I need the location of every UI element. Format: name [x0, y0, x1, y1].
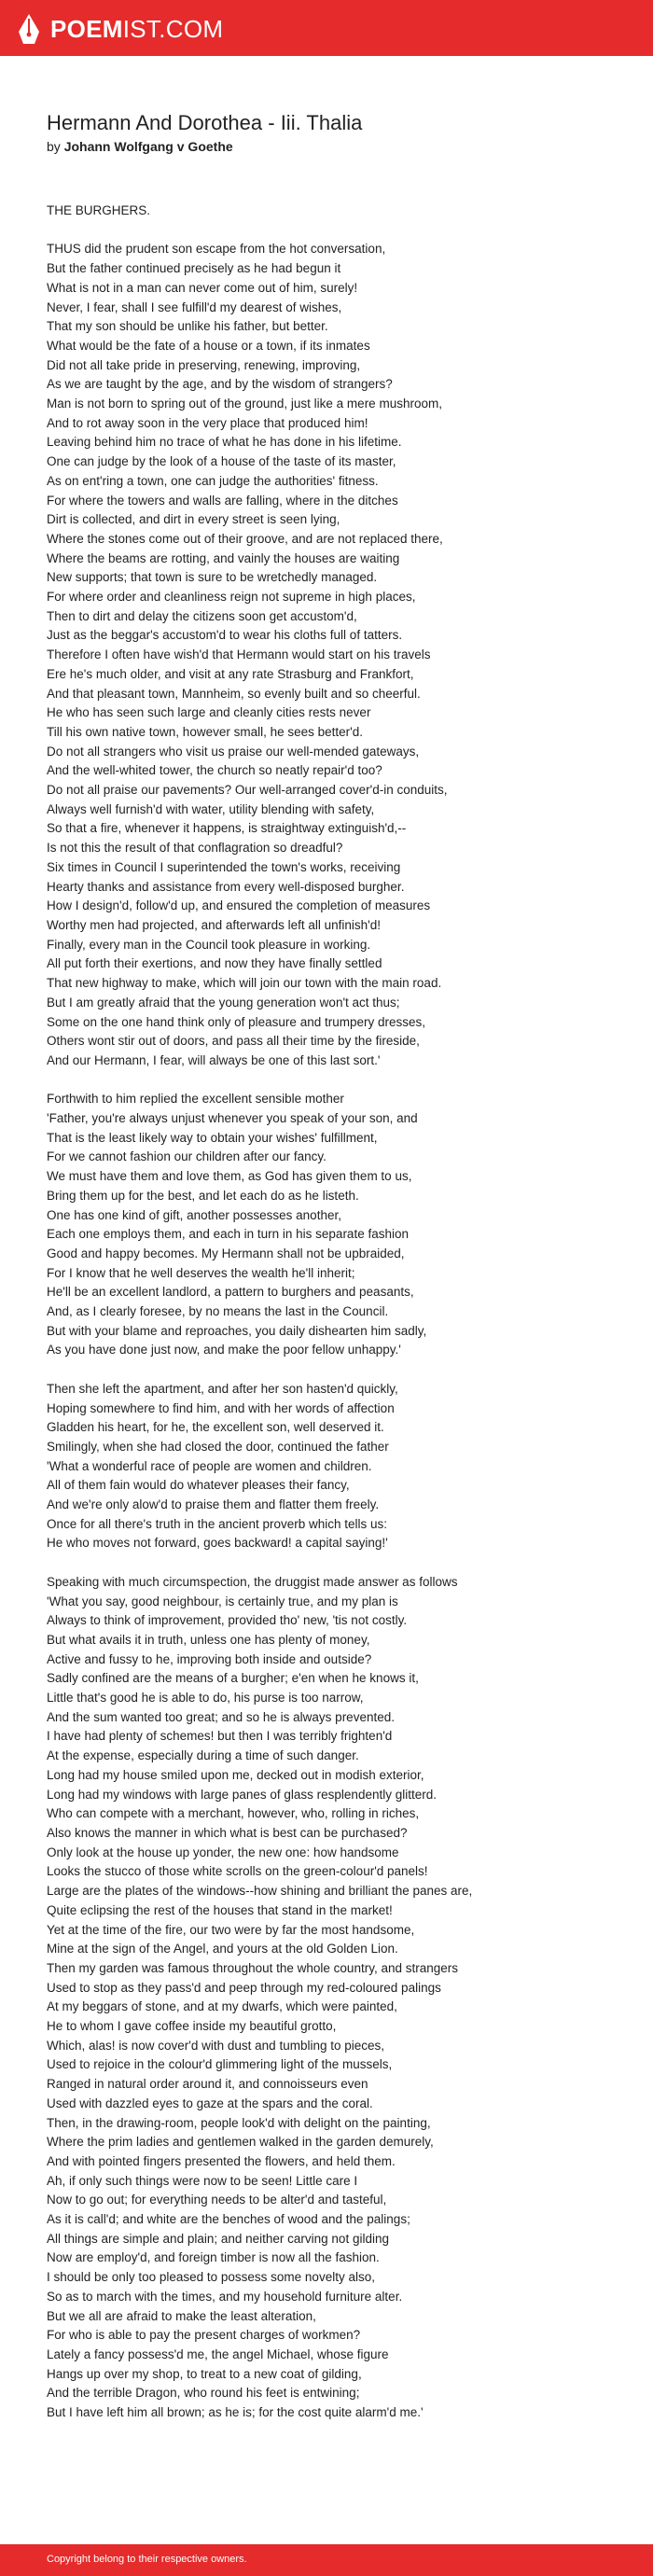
poem-line: He to whom I gave coffee inside my beautiful grotto,: [47, 2019, 337, 2034]
poem-line: Do not all praise our pavements? Our well-arranged cover'd-in conduits,: [47, 783, 448, 798]
poem-line: Ah, if only such things were now to be seen! Little care I: [47, 2173, 358, 2188]
poem-line: Did not all take pride in preserving, renewing, improving,: [47, 357, 361, 372]
poem-line: Is not this the result of that conflagration so dreadful?: [47, 841, 343, 856]
poem-line: THE BURGHERS.: [47, 203, 151, 217]
poem-line: He who has seen such large and cleanly cities rests never: [47, 705, 371, 720]
poem-line: New supports; that town is sure to be wretchedly managed.: [47, 570, 378, 585]
poem-line: Which, alas! is now cover'd with dust and tumbling to pieces,: [47, 2038, 385, 2053]
poem-author[interactable]: Johann Wolfgang v Goethe: [63, 139, 233, 154]
poem-line: So as to march with the times, and my household furniture alter.: [47, 2289, 403, 2304]
poem-line: Yet at the time of the fire, our two were by far the most handsome,: [47, 1922, 415, 1937]
poem-line: Hearty thanks and assistance from every well-disposed burgher.: [47, 879, 405, 894]
poem-line: Gladden his heart, for he, the excellent son, well deserved it.: [47, 1420, 384, 1435]
poem-line: THUS did the prudent son escape from the hot conversation,: [47, 242, 386, 257]
poem-line: And with pointed fingers presented the flowers, and held them.: [47, 2153, 396, 2168]
poem-line: That my son should be unlike his father, but better.: [47, 319, 328, 334]
poem-line: Always to think of improvement, provided tho' new, 'tis not costly.: [47, 1613, 408, 1628]
poem-line: And that pleasant town, Mannheim, so evenly built and so cheerful.: [47, 686, 421, 701]
poem-line: That new highway to make, which will join our town with the main road.: [47, 976, 442, 991]
poem-line: Active and fussy to he, improving both inside and outside?: [47, 1651, 372, 1666]
site-logo[interactable]: [17, 13, 223, 45]
poem-line: For who is able to pay the present charges of workmen?: [47, 2328, 361, 2343]
poem-line: Used to stop as they pass'd and peep through my red-coloured palings: [47, 1980, 441, 1995]
poem-line: Just as the beggar's accustom'd to wear his cloths full of tatters.: [47, 628, 403, 643]
poem-line: Do not all strangers who visit us praise our well-mended gateways,: [47, 744, 420, 759]
poem-line: Now are employ'd, and foreign timber is now all the fashion.: [47, 2250, 380, 2265]
poem-line: I have had plenty of schemes! but then I was terribly frighten'd: [47, 1729, 393, 1744]
poem-line: Mine at the sign of the Angel, and yours at the old Golden Lion.: [47, 1942, 398, 1956]
poem-line: What would be the fate of a house or a town, if its inmates: [47, 338, 370, 353]
poem-line: I should be only too pleased to possess some novelty also,: [47, 2270, 375, 2285]
poem-line: And the terrible Dragon, who round his feet is entwining;: [47, 2386, 360, 2401]
poem-line: As we are taught by the age, and by the wisdom of strangers?: [47, 377, 393, 392]
poem-line: Long had my windows with large panes of glass resplendently glitterd.: [47, 1787, 437, 1802]
poem-line: And to rot away soon in the very place that produced him!: [47, 415, 368, 430]
poem-line: Now to go out; for everything needs to be alter'd and tasteful,: [47, 2193, 387, 2207]
pen-nib-icon: [17, 13, 41, 45]
poem-line: Where the prim ladies and gentlemen walked in the garden demurely,: [47, 2135, 434, 2150]
poem-line: But we all are afraid to make the least alteration,: [47, 2308, 316, 2323]
poem-line: Used to rejoice in the colour'd glimmering light of the mussels,: [47, 2057, 393, 2072]
poem-line: Then to dirt and delay the citizens soon get accustom'd,: [47, 608, 357, 623]
poem-line: One can judge by the look of a house of the taste of its master,: [47, 454, 396, 469]
poem-line: Others wont stir out of doors, and pass all their time by the fireside,: [47, 1034, 420, 1049]
poem-line: And the sum wanted too great; and so he is always prevented.: [47, 1709, 395, 1724]
poem-line: Only look at the house up yonder, the new one: how handsome: [47, 1845, 399, 1859]
poem-line: And the well-whited tower, the church so neatly repair'd too?: [47, 763, 382, 778]
poem-stanza: [47, 240, 625, 1070]
poem-line: Hangs up over my shop, to treat to a new coat of gilding,: [47, 2366, 362, 2381]
poem-line: He'll be an excellent landlord, a pattern to burghers and peasants,: [47, 1285, 414, 1300]
poem-line: 'What a wonderful race of people are women and children.: [47, 1458, 372, 1473]
poem-line: Then my garden was famous throughout the whole country, and strangers: [47, 1960, 458, 1975]
poem-line: And we're only alow'd to praise them and flatter them freely.: [47, 1497, 380, 1512]
poem-line: But I am greatly afraid that the young generation won't act thus;: [47, 995, 400, 1010]
poem-line: Finally, every man in the Council took pleasure in working.: [47, 937, 371, 952]
poem-stanza: [47, 202, 625, 221]
poem-line: Then she left the apartment, and after her son hasten'd quickly,: [47, 1381, 398, 1396]
poem-line: Lately a fancy possess'd me, the angel Michael, whose figure: [47, 2346, 389, 2361]
poem-line: Long had my house smiled upon me, decked out in modish exterior,: [47, 1767, 424, 1782]
poem-line: For we cannot fashion our children after our fancy.: [47, 1149, 326, 1164]
poem-line: So that a fire, whenever it happens, is straightway extinguish'd,--: [47, 821, 407, 836]
poem-line: Where the beams are rotting, and vainly the houses are waiting: [47, 550, 400, 565]
poem-line: Some on the one hand think only of pleasure and trumpery dresses,: [47, 1014, 425, 1029]
poem-line: Never, I fear, shall I see fulfill'd my dearest of wishes,: [47, 299, 342, 314]
poem-byline: [47, 138, 625, 155]
poem-line: That is the least likely way to obtain your wishes' fulfillment,: [47, 1130, 378, 1145]
site-header: [0, 0, 653, 56]
poem-line: Where the stones come out of their groove, and are not replaced there,: [47, 531, 443, 546]
poem-line: Till his own native town, however small, he sees better'd.: [47, 724, 363, 739]
poem-line: Sadly confined are the means of a burgher; e'en when he knows it,: [47, 1671, 419, 1686]
poem-line: Ranged in natural order around it, and connoisseurs even: [47, 2077, 368, 2092]
poem-body: [47, 202, 625, 2423]
poem-line: Dirt is collected, and dirt in every street is seen lying,: [47, 512, 340, 527]
poem-line: Ere he's much older, and visit at any rate Strasburg and Frankfort,: [47, 666, 414, 681]
poem-line: How I design'd, follow'd up, and ensured the completion of measures: [47, 898, 431, 913]
poem-line: For where the towers and walls are falling, where in the ditches: [47, 493, 398, 508]
site-footer: [0, 2544, 653, 2576]
poem-line: But the father continued precisely as he had begun it: [47, 261, 341, 276]
poem-line: As on ent'ring a town, one can judge the authorities' fitness.: [47, 473, 379, 488]
logo-text: POEMIST.COM: [50, 15, 224, 43]
poem-line: Good and happy becomes. My Hermann shall not be upbraided,: [47, 1246, 405, 1260]
poem-line: And, as I clearly foresee, by no means the last in the Council.: [47, 1304, 389, 1319]
poem-line: Smilingly, when she had closed the door, continued the father: [47, 1439, 389, 1454]
poem-line: But with your blame and reproaches, you daily dishearten him sadly,: [47, 1323, 427, 1338]
poem-line: But I have left him all brown; as he is; for the cost quite alarm'd me.': [47, 2405, 424, 2420]
poem-content: [47, 110, 625, 2442]
poem-line: Therefore I often have wish'd that Hermann would start on his travels: [47, 647, 431, 662]
poem-line: 'Father, you're always unjust whenever you speak of your son, and: [47, 1111, 418, 1126]
poem-line: Little that's good he is able to do, his purse is too narrow,: [47, 1691, 364, 1706]
poem-line: Also knows the manner in which what is best can be purchased?: [47, 1826, 408, 1840]
poem-stanza: [47, 1380, 625, 1553]
poem-line: All put forth their exertions, and now they have finally settled: [47, 956, 382, 971]
poem-title: Hermann And Dorothea - Iii. Thalia: [47, 111, 363, 134]
poem-line: Worthy men had projected, and afterwards left all unfinish'd!: [47, 918, 382, 932]
poem-line: One has one kind of gift, another possesses another,: [47, 1207, 341, 1222]
poem-line: Who can compete with a merchant, however, who, rolling in riches,: [47, 1806, 420, 1821]
poem-line: Leaving behind him no trace of what he has done in his lifetime.: [47, 435, 402, 450]
poem-line: For where order and cleanliness reign not supreme in high places,: [47, 590, 416, 605]
poem-line: All of them fain would do whatever pleases their fancy,: [47, 1478, 350, 1493]
poem-line: At the expense, especially during a time of such danger.: [47, 1748, 359, 1763]
poem-line: For I know that he well deserves the wealth he'll inherit;: [47, 1265, 355, 1280]
poem-line: All things are simple and plain; and neither carving not gilding: [47, 2231, 389, 2246]
poem-line: Always well furnish'd with water, utility blending with safety,: [47, 801, 375, 816]
byline-prefix: by: [47, 139, 64, 154]
poem-line: Looks the stucco of those white scrolls on the green-colour'd panels!: [47, 1864, 428, 1879]
poem-line: Bring them up for the best, and let each do as he listeth.: [47, 1188, 359, 1203]
poem-line: Hoping somewhere to find him, and with her words of affection: [47, 1400, 395, 1415]
poem-line: Quite eclipsing the rest of the houses that stand in the market!: [47, 1902, 393, 1917]
copyright-notice: Copyright belong to their respective owners.: [47, 2554, 247, 2565]
poem-line: Then, in the drawing-room, people look'd with delight on the painting,: [47, 2115, 431, 2130]
poem-line: Large are the plates of the windows--how shining and brilliant the panes are,: [47, 1884, 473, 1899]
poem-line: Each one employs them, and each in turn in his separate fashion: [47, 1227, 409, 1242]
poem-line: What is not in a man can never come out of him, surely!: [47, 280, 358, 295]
poem-line: Once for all there's truth in the ancient proverb which tells us:: [47, 1516, 388, 1531]
poem-line: Six times in Council I superintended the town's works, receiving: [47, 859, 401, 874]
poem-line: We must have them and love them, as God has given them to us,: [47, 1169, 412, 1184]
poem-line: Man is not born to spring out of the ground, just like a mere mushroom,: [47, 397, 442, 411]
poem-line: As it is call'd; and white are the benches of wood and the palings;: [47, 2212, 410, 2227]
poem-stanza: [47, 1090, 625, 1360]
poem-line: At my beggars of stone, and at my dwarfs, which were painted,: [47, 1999, 397, 2014]
poem-line: 'What you say, good neighbour, is certainly true, and my plan is: [47, 1594, 398, 1608]
poem-line: Used with dazzled eyes to gaze at the spars and the coral.: [47, 2096, 373, 2110]
poem-line: Speaking with much circumspection, the druggist made answer as follows: [47, 1574, 458, 1589]
poem-line: But what avails it in truth, unless one has plenty of money,: [47, 1632, 370, 1647]
poem-line: And our Hermann, I fear, will always be one of this last sort.': [47, 1052, 381, 1067]
poem-stanza: [47, 1573, 625, 2423]
poem-line: As you have done just now, and make the poor fellow unhappy.': [47, 1343, 401, 1358]
poem-line: He who moves not forward, goes backward! a capital saying!': [47, 1536, 388, 1551]
poem-line: Forthwith to him replied the excellent sensible mother: [47, 1092, 344, 1107]
